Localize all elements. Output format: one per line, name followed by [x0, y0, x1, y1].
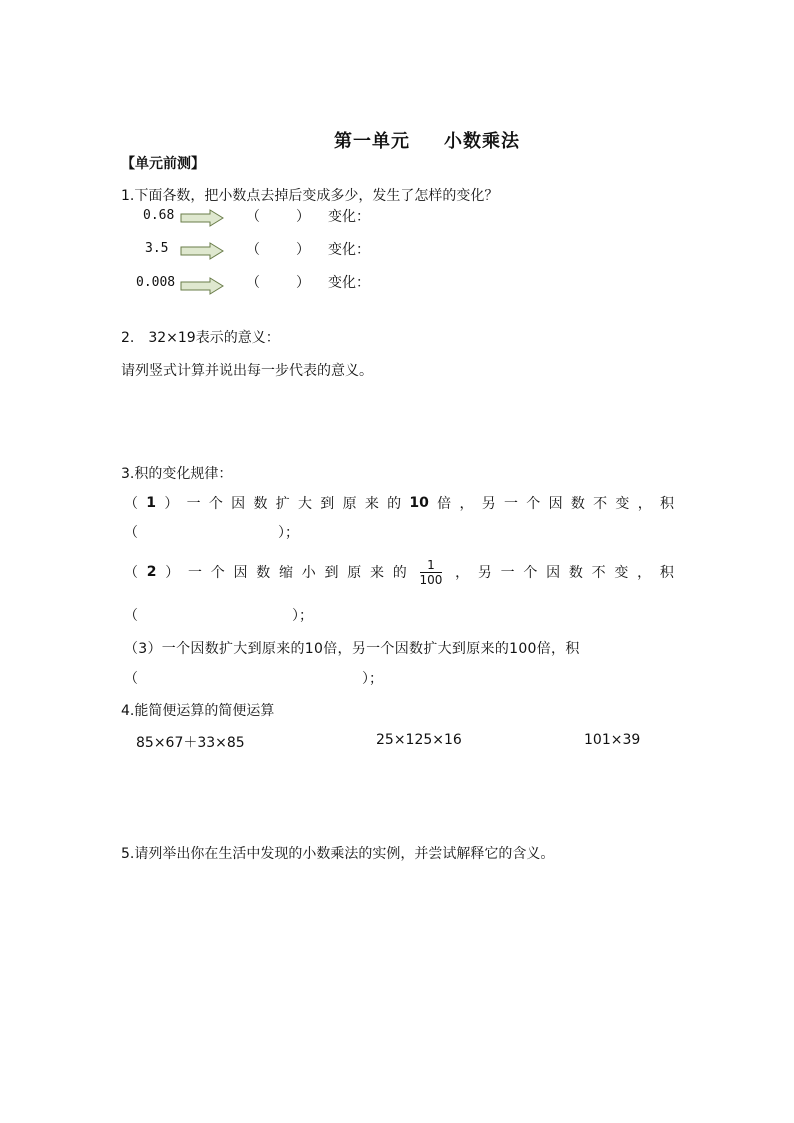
q3-char: 一 [500, 565, 515, 581]
q3-char: 数 [568, 565, 583, 581]
q3-char: 10 [409, 495, 429, 511]
q2-instruction: 请列竖式计算并说出每一步代表的意义。 [121, 363, 373, 379]
answer-close-paren: ） [296, 209, 310, 225]
fraction-one-hundredth [420, 558, 443, 587]
q3-char: （ [124, 496, 138, 512]
q3-char: 因 [548, 496, 563, 512]
q3-char: 缩 [279, 565, 293, 581]
q3-char: 一 [186, 496, 201, 512]
q1-number: 0.008 [136, 275, 176, 290]
q3-char: 个 [526, 496, 541, 512]
q3-char: 数 [256, 565, 271, 581]
answer-open-paren: （ [246, 275, 260, 291]
title-unit: 第一单元 [334, 131, 410, 152]
q3-char: 积 [659, 565, 674, 581]
title-topic: 小数乘法 [444, 131, 520, 152]
q3-char: 的 [392, 565, 407, 581]
q3-char: ， [637, 496, 652, 512]
q3-char: 来 [364, 496, 379, 512]
q3-char: 扩 [275, 496, 290, 512]
q3-item-3-blank: （ ）； [124, 671, 383, 687]
q3-char: 大 [298, 496, 312, 512]
q3-char: ， [459, 496, 474, 512]
q3-char: （ [124, 565, 138, 581]
q1-number: 0.68 [143, 208, 175, 223]
right-arrow-icon [180, 277, 224, 295]
q4-prompt: 4.能简便运算的简便运算 [121, 703, 275, 719]
q3-char: ） [165, 565, 180, 581]
q3-char: 个 [208, 496, 223, 512]
q3-item-2 [124, 554, 674, 590]
section-label: 【单元前测】 [121, 156, 205, 172]
change-label: 变化： [328, 209, 370, 225]
q3-item-1-blank: （ ）； [124, 525, 299, 541]
q5-prompt: 5.请列举出你在生活中发现的小数乘法的实例，并尝试解释它的含义。 [121, 846, 555, 862]
q3-char: 小 [301, 565, 316, 581]
q3-char: 一 [504, 496, 519, 512]
q3-char: 原 [342, 496, 357, 512]
q3-char: 个 [210, 565, 225, 581]
q3-char: ， [637, 565, 652, 581]
q3-char: 的 [387, 496, 402, 512]
q3-char: 因 [233, 565, 248, 581]
q3-char: 到 [324, 565, 339, 581]
q2-prompt: 2. 32×19表示的意义： [121, 330, 280, 346]
q3-char: 变 [615, 496, 630, 512]
page-title [334, 127, 520, 153]
q3-char: 个 [523, 565, 538, 581]
q3-item-3: （3）一个因数扩大到原来的10倍，另一个因数扩大到原来的100倍，积 [124, 641, 580, 657]
q3-item-2-blank: （ ）； [124, 608, 313, 624]
q3-item-1 [124, 493, 674, 513]
right-arrow-icon [180, 242, 224, 260]
q3-char: 不 [593, 496, 608, 512]
q3-char: 1 [146, 495, 157, 511]
q3-char: ， [455, 565, 470, 581]
q3-char: 倍 [437, 496, 452, 512]
q3-char: 原 [347, 565, 362, 581]
right-arrow-icon [180, 209, 224, 227]
answer-open-paren: （ [246, 209, 260, 225]
q3-char: 另 [477, 565, 492, 581]
q3-char: 因 [546, 565, 561, 581]
q4-expression-2: 25×125×16 [376, 732, 462, 748]
q3-char: 另 [481, 496, 496, 512]
q3-char: 数 [570, 496, 585, 512]
q3-char: 到 [320, 496, 335, 512]
q3-char: 一 [188, 565, 202, 581]
q1-prompt: 1.下面各数，把小数点去掉后变成多少，发生了怎样的变化？ [121, 188, 499, 204]
q3-char: 数 [253, 496, 268, 512]
q1-number: 3.5 [145, 241, 169, 256]
answer-close-paren: ） [296, 275, 310, 291]
q3-char: 积 [659, 496, 674, 512]
q3-char: 2 [146, 564, 157, 580]
change-label: 变化： [328, 275, 370, 291]
answer-open-paren: （ [246, 242, 260, 258]
q4-expression-1: 85×67＋33×85 [136, 735, 245, 751]
q3-char: 因 [231, 496, 246, 512]
change-label: 变化： [328, 242, 370, 258]
q3-char: 来 [370, 565, 384, 581]
answer-close-paren: ） [296, 242, 310, 258]
q3-char: 不 [591, 565, 606, 581]
q4-expression-3: 101×39 [584, 732, 641, 748]
fraction-numerator: 1 [427, 557, 435, 572]
q3-prompt: 3.积的变化规律： [121, 466, 233, 482]
q3-char: 变 [614, 565, 629, 581]
q3-char: ） [164, 496, 179, 512]
fraction-denominator: 100 [419, 572, 443, 587]
